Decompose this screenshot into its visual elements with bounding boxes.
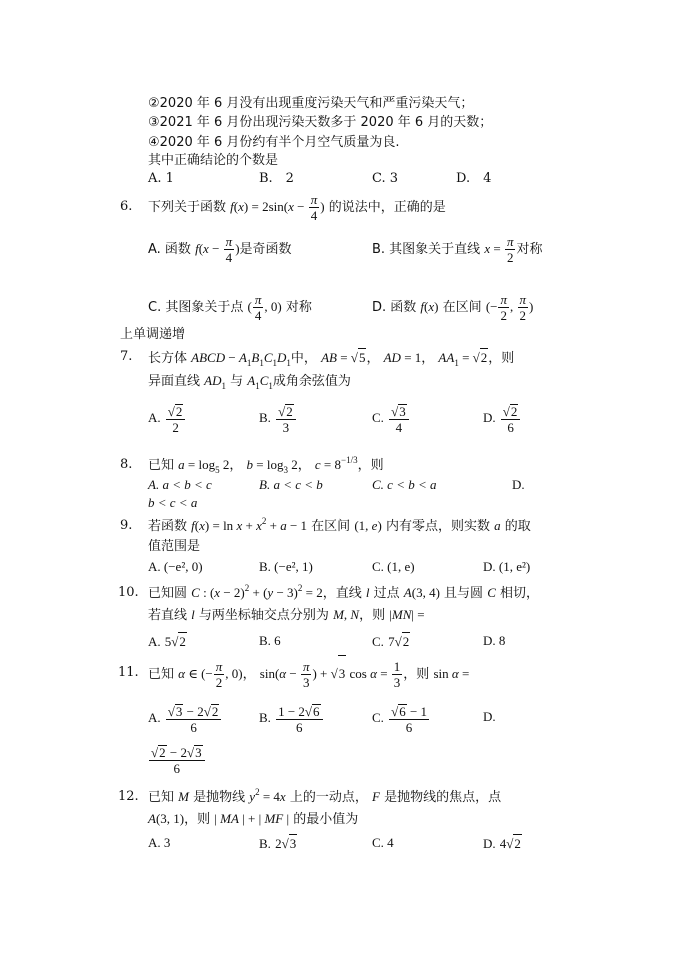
q8-option-d-cont: b < c < a: [148, 495, 198, 510]
q11-stem: 已知 α ∈ (− $\frac{\pi}{2}$ , 0)， sin(α − $\frac{\pi}{3}$ ) + √3 cos α = $\frac{1}{3}$ ，则 sin α =: [148, 655, 469, 693]
statement-2: ②2020 年 6 月没有出现重度污染天气和严重污染天气；: [148, 96, 474, 111]
q6-option-d: D. 函数 f(x) 在区间 (− $\frac{\pi}{2}$ , $\frac{\pi}{2}$ ): [372, 292, 534, 323]
q7-option-d: D. $\frac{√2}{6}$: [483, 398, 521, 439]
q7-option-b: B. $\frac{√2}{3}$: [259, 398, 297, 439]
q11-number: 11.: [118, 665, 139, 680]
q6-number: 6.: [120, 199, 133, 214]
q9-option-a: A. (−e², 0): [148, 559, 203, 574]
q10-option-a: A. 5√2: [148, 634, 186, 649]
q10-number: 10.: [118, 585, 139, 600]
q8-option-a: A. a < b < c: [148, 477, 212, 492]
q10-stem-line2: 若直线 l 与两坐标轴交点分别为 M, N，则 |MN| =: [148, 607, 425, 623]
q10-option-c: C. 7√2: [372, 634, 410, 649]
q12-stem-line2: A(3, 1)，则 | MA | + | MF | 的最小值为: [148, 811, 359, 827]
q8-number: 8.: [120, 457, 133, 472]
q6-stem: 下列关于函数 f(x) = 2sin(x − $\frac{\pi}{4}$ ) 的说法中，正确的是: [148, 192, 446, 223]
q12-option-d: D. 4√2: [483, 836, 521, 851]
q10-option-b: B. 6: [259, 633, 281, 648]
q11-option-c: C. $\frac{√6 - 1}{6}$: [372, 703, 428, 735]
q6-option-b: B. 其图象关于直线 x = $\frac{\pi}{2}$ 对称: [372, 234, 543, 265]
q8-option-d: D.: [512, 477, 525, 492]
q11-option-b: B. $\frac{1 - 2√6}{6}$: [259, 698, 324, 739]
q7-option-c: C. $\frac{√3}{4}$: [372, 398, 410, 439]
q5-option-b: B. 2: [259, 171, 294, 186]
statement-4: ④2020 年 6 月份约有半个月空气质量为良.: [148, 135, 400, 150]
q12-stem: 已知 M 是抛物线 $y^2 = 4x$ 上的一动点， F 是抛物线的焦点，点: [148, 787, 502, 805]
q6-option-a: A. 函数 f(x − $\frac{\pi}{4}$ )是奇函数: [148, 234, 292, 265]
q7-number: 7.: [120, 349, 133, 364]
q5-option-a: A. 1: [148, 171, 174, 186]
q11-option-d: D.: [483, 709, 496, 724]
q7-option-a: A. $\frac{√2}{2}$: [148, 398, 186, 439]
q11-option-d-value: $\frac{√2 - 2√3}{6}$: [148, 740, 206, 780]
q8-option-b: B. a < c < b: [259, 477, 323, 492]
q8-option-c: C. c < b < a: [372, 477, 437, 492]
q10-stem: 已知圆 C : $(x - 2)^2 + (y - 3)^2 = 2$，直线 l 过点 A(3, 4) 且与圆 C 相切，: [148, 583, 540, 601]
q5-option-c: C. 3: [372, 171, 399, 186]
q7-stem-line2: 异面直线 $AD_1$ 与 $A_1C_1$成角余弦值为: [148, 373, 351, 391]
q9-option-c: C. (1, e): [372, 559, 415, 574]
q9-stem-line2: 值范围是: [148, 539, 201, 554]
q9-stem: 若函数 $f(x) = \ln x + x^2 + a - 1$ 在区间 (1, e) 内有零点，则实数 a 的取: [148, 516, 531, 534]
question-5-ask: 其中正确结论的个数是: [148, 153, 279, 168]
q12-option-b: B. 2√3: [259, 836, 297, 851]
q7-stem: 长方体 ABCD − $A_1B_1C_1D_1$中， AB = √5， AD = 1， $AA_1 = √2$，则: [148, 350, 515, 368]
q8-stem: 已知 $a = \log_5 2$， $b = \log_3 2$， $c = 8^{-1/3}$，则: [148, 455, 384, 475]
q12-number: 12.: [118, 789, 139, 804]
q9-option-b: B. (−e², 1): [259, 559, 313, 574]
q12-option-c: C. 4: [372, 835, 394, 850]
statement-3: ③2021 年 6 月份出现污染天数多于 2020 年 6 月的天数；: [148, 115, 493, 130]
q6-option-c: C. 其图象关于点 ( $\frac{\pi}{4}$ , 0) 对称: [148, 292, 312, 323]
q10-option-d: D. 8: [483, 633, 506, 648]
q9-option-d: D. (1, e²): [483, 559, 531, 574]
q5-option-d: D. 4: [456, 171, 492, 186]
q9-number: 9.: [120, 518, 133, 533]
q11-option-a: A. $\frac{√3 - 2√2}{6}$: [148, 698, 222, 739]
q12-option-a: A. 3: [148, 835, 171, 850]
q6-continuation: 上单调递增: [120, 327, 186, 342]
